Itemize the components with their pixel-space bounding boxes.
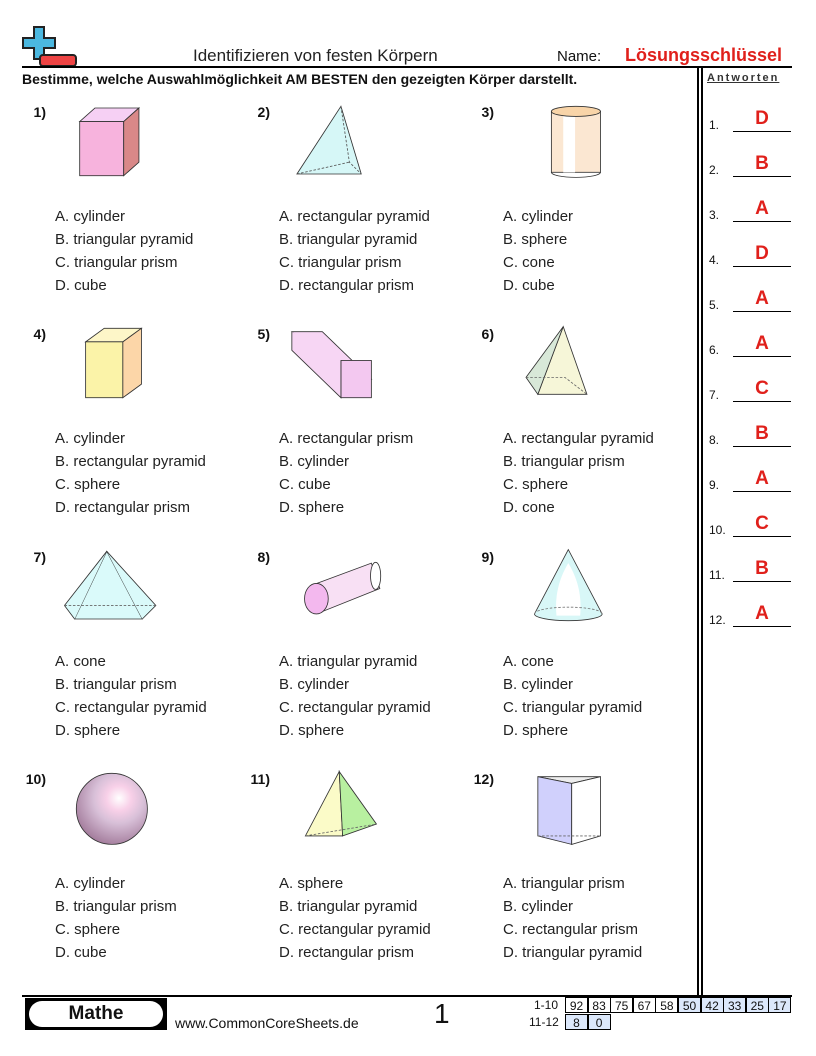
score-cell: 67 xyxy=(633,997,656,1013)
question-number: 8) xyxy=(257,549,270,565)
worksheet-title: Identifizieren von festen Körpern xyxy=(193,46,438,65)
answer-row xyxy=(709,102,799,132)
answer-option: D. sphere xyxy=(503,722,569,739)
answer-option: D. rectangular prism xyxy=(55,499,191,516)
answer-option: C. triangular pyramid xyxy=(503,699,643,716)
answer-value: A xyxy=(755,198,769,219)
answer-option: A. cylinder xyxy=(503,208,574,225)
answer-option: C. cube xyxy=(279,476,331,493)
page-number: 1 xyxy=(434,998,450,1029)
answer-line xyxy=(733,491,791,492)
answer-option: B. cylinder xyxy=(279,676,350,693)
question-number: 6) xyxy=(481,326,494,342)
answer-option: A. cone xyxy=(503,653,554,670)
answer-value: D xyxy=(755,243,769,264)
answer-option: B. triangular prism xyxy=(55,676,177,693)
question-number: 4) xyxy=(33,326,46,342)
answer-option: B. cylinder xyxy=(503,676,574,693)
answer-option: C. sphere xyxy=(55,476,121,493)
answer-number: 11. xyxy=(709,568,725,582)
question-10 xyxy=(22,771,242,991)
question-2 xyxy=(246,104,466,324)
answer-number: 1. xyxy=(709,118,720,132)
answer-value: B xyxy=(755,153,769,174)
answer-option: D. cube xyxy=(55,944,107,961)
subject-badge xyxy=(25,998,167,1030)
answer-row xyxy=(709,552,799,582)
answer-option: C. rectangular pyramid xyxy=(279,921,431,938)
answer-line xyxy=(733,356,791,357)
question-5 xyxy=(246,326,466,546)
answer-option: A. cylinder xyxy=(55,875,126,892)
question-number: 2) xyxy=(257,104,270,120)
answer-option: D. sphere xyxy=(55,722,121,739)
triangular-pyramid-icon xyxy=(280,96,390,186)
cylinder-side-icon xyxy=(280,541,390,631)
answer-value: A xyxy=(755,468,769,489)
question-8 xyxy=(246,549,466,769)
answer-number: 4. xyxy=(709,253,720,267)
question-9 xyxy=(470,549,690,769)
answer-line xyxy=(733,221,791,222)
instructions: Bestimme, welche Auswahlmöglichkeit AM BESTEN den gezeigten Körper darstellt. xyxy=(22,71,578,87)
answer-option: C. cone xyxy=(503,254,555,271)
answer-option: B. cylinder xyxy=(503,898,574,915)
rectangular-pyramid-icon xyxy=(504,318,614,408)
answer-number: 10. xyxy=(709,523,726,537)
question-number: 5) xyxy=(257,326,270,342)
answers-heading: Antworten xyxy=(707,72,780,84)
answer-option: D. sphere xyxy=(279,722,345,739)
score-cell: 33 xyxy=(723,997,746,1013)
name-value: Lösungsschlüssel xyxy=(625,45,783,65)
answer-option: C. sphere xyxy=(503,476,569,493)
triangular-pyramid-green-icon xyxy=(280,763,390,853)
answer-value: A xyxy=(755,333,769,354)
score-cell: 25 xyxy=(746,997,769,1013)
question-7 xyxy=(22,549,242,769)
answer-number: 5. xyxy=(709,298,720,312)
answer-line xyxy=(733,581,791,582)
answer-option: B. triangular prism xyxy=(503,453,625,470)
answer-row xyxy=(709,147,799,177)
answer-value: D xyxy=(755,108,769,129)
answer-line xyxy=(733,131,791,132)
name-label: Name: xyxy=(557,48,602,65)
score-cell: 0 xyxy=(588,1014,611,1030)
question-6 xyxy=(470,326,690,546)
answer-value: C xyxy=(755,378,769,399)
score-cell: 58 xyxy=(655,997,678,1013)
answer-number: 6. xyxy=(709,343,720,357)
answer-row xyxy=(709,462,799,492)
answer-line xyxy=(733,626,791,627)
answer-row xyxy=(709,192,799,222)
score-cell: 50 xyxy=(678,997,701,1013)
question-number: 7) xyxy=(33,549,46,565)
score-row-label: 1-10 xyxy=(534,998,559,1012)
answer-option: C. sphere xyxy=(55,921,121,938)
answer-option: A. rectangular pyramid xyxy=(503,430,654,447)
answer-option: B. triangular pyramid xyxy=(55,231,194,248)
question-number: 10) xyxy=(25,771,46,787)
answer-row xyxy=(709,282,799,312)
logo-plus-minus-icon xyxy=(22,24,78,68)
question-11 xyxy=(246,771,466,991)
answer-option: D. triangular pyramid xyxy=(503,944,643,961)
question-4 xyxy=(22,326,242,546)
cube-icon xyxy=(56,96,166,186)
question-number: 3) xyxy=(481,104,494,120)
answer-row xyxy=(709,507,799,537)
question-number: 9) xyxy=(481,549,494,565)
answer-column-divider xyxy=(697,68,699,996)
answer-line xyxy=(733,311,791,312)
site-url: www.CommonCoreSheets.de xyxy=(175,1015,359,1031)
answer-option: D. cone xyxy=(503,499,555,516)
answer-option: C. triangular prism xyxy=(55,254,178,271)
score-cell: 42 xyxy=(701,997,724,1013)
answer-line xyxy=(733,446,791,447)
answer-option: C. rectangular pyramid xyxy=(55,699,207,716)
answer-row xyxy=(709,372,799,402)
answer-option: D. rectangular prism xyxy=(279,277,415,294)
answer-line xyxy=(733,401,791,402)
rectangular-prism-long-icon xyxy=(280,318,390,408)
score-cell: 17 xyxy=(768,997,791,1013)
answer-option: B. cylinder xyxy=(279,453,350,470)
answer-value: B xyxy=(755,423,769,444)
answer-option: A. triangular prism xyxy=(503,875,625,892)
cylinder-upright-icon xyxy=(504,96,614,186)
answer-option: D. rectangular prism xyxy=(279,944,415,961)
score-cell: 8 xyxy=(565,1014,588,1030)
question-number: 12) xyxy=(473,771,494,787)
answer-line xyxy=(733,266,791,267)
question-1 xyxy=(22,104,242,324)
answer-option: D. cube xyxy=(55,277,107,294)
answer-row xyxy=(709,597,799,627)
answer-number: 8. xyxy=(709,433,720,447)
answer-option: C. rectangular pyramid xyxy=(279,699,431,716)
triangular-prism-icon xyxy=(504,763,614,853)
answer-line xyxy=(733,176,791,177)
answer-option: A. rectangular prism xyxy=(279,430,414,447)
answer-value: B xyxy=(755,558,769,579)
score-cell: 75 xyxy=(610,997,633,1013)
answer-option: C. rectangular prism xyxy=(503,921,639,938)
answer-option: B. triangular prism xyxy=(55,898,177,915)
header-divider xyxy=(22,66,792,68)
answer-option: A. cylinder xyxy=(55,208,126,225)
answer-option: B. triangular pyramid xyxy=(279,231,418,248)
rectangular-pyramid-wide-icon xyxy=(56,541,166,631)
answer-line xyxy=(733,536,791,537)
answer-option: A. cone xyxy=(55,653,106,670)
answer-row xyxy=(709,237,799,267)
answer-option: B. sphere xyxy=(503,231,568,248)
answer-option: C. triangular prism xyxy=(279,254,402,271)
answer-value: A xyxy=(755,603,769,624)
answer-number: 9. xyxy=(709,478,720,492)
score-cell: 83 xyxy=(588,997,611,1013)
answer-option: A. triangular pyramid xyxy=(279,653,418,670)
question-number: 11) xyxy=(250,771,270,787)
answer-option: D. sphere xyxy=(279,499,345,516)
sphere-icon xyxy=(56,763,166,853)
answer-option: B. triangular pyramid xyxy=(279,898,418,915)
answer-row xyxy=(709,327,799,357)
answer-option: B. rectangular pyramid xyxy=(55,453,206,470)
question-number: 1) xyxy=(33,104,46,120)
answer-value: A xyxy=(755,288,769,309)
answer-number: 12. xyxy=(709,613,726,627)
question-3 xyxy=(470,104,690,324)
answer-column-divider xyxy=(701,68,703,996)
answer-number: 7. xyxy=(709,388,720,402)
answer-option: A. rectangular pyramid xyxy=(279,208,430,225)
answer-option: A. sphere xyxy=(279,875,344,892)
answer-value: C xyxy=(755,513,769,534)
score-cell: 92 xyxy=(565,997,588,1013)
answer-option: A. cylinder xyxy=(55,430,126,447)
answer-row xyxy=(709,417,799,447)
answer-number: 3. xyxy=(709,208,720,222)
answer-option: D. cube xyxy=(503,277,555,294)
cone-icon xyxy=(504,541,614,631)
answer-number: 2. xyxy=(709,163,720,177)
score-row-label: 11-12 xyxy=(529,1015,559,1029)
rectangular-prism-tall-icon xyxy=(56,318,166,408)
question-12 xyxy=(470,771,690,991)
subject-label: Mathe xyxy=(29,1001,163,1027)
